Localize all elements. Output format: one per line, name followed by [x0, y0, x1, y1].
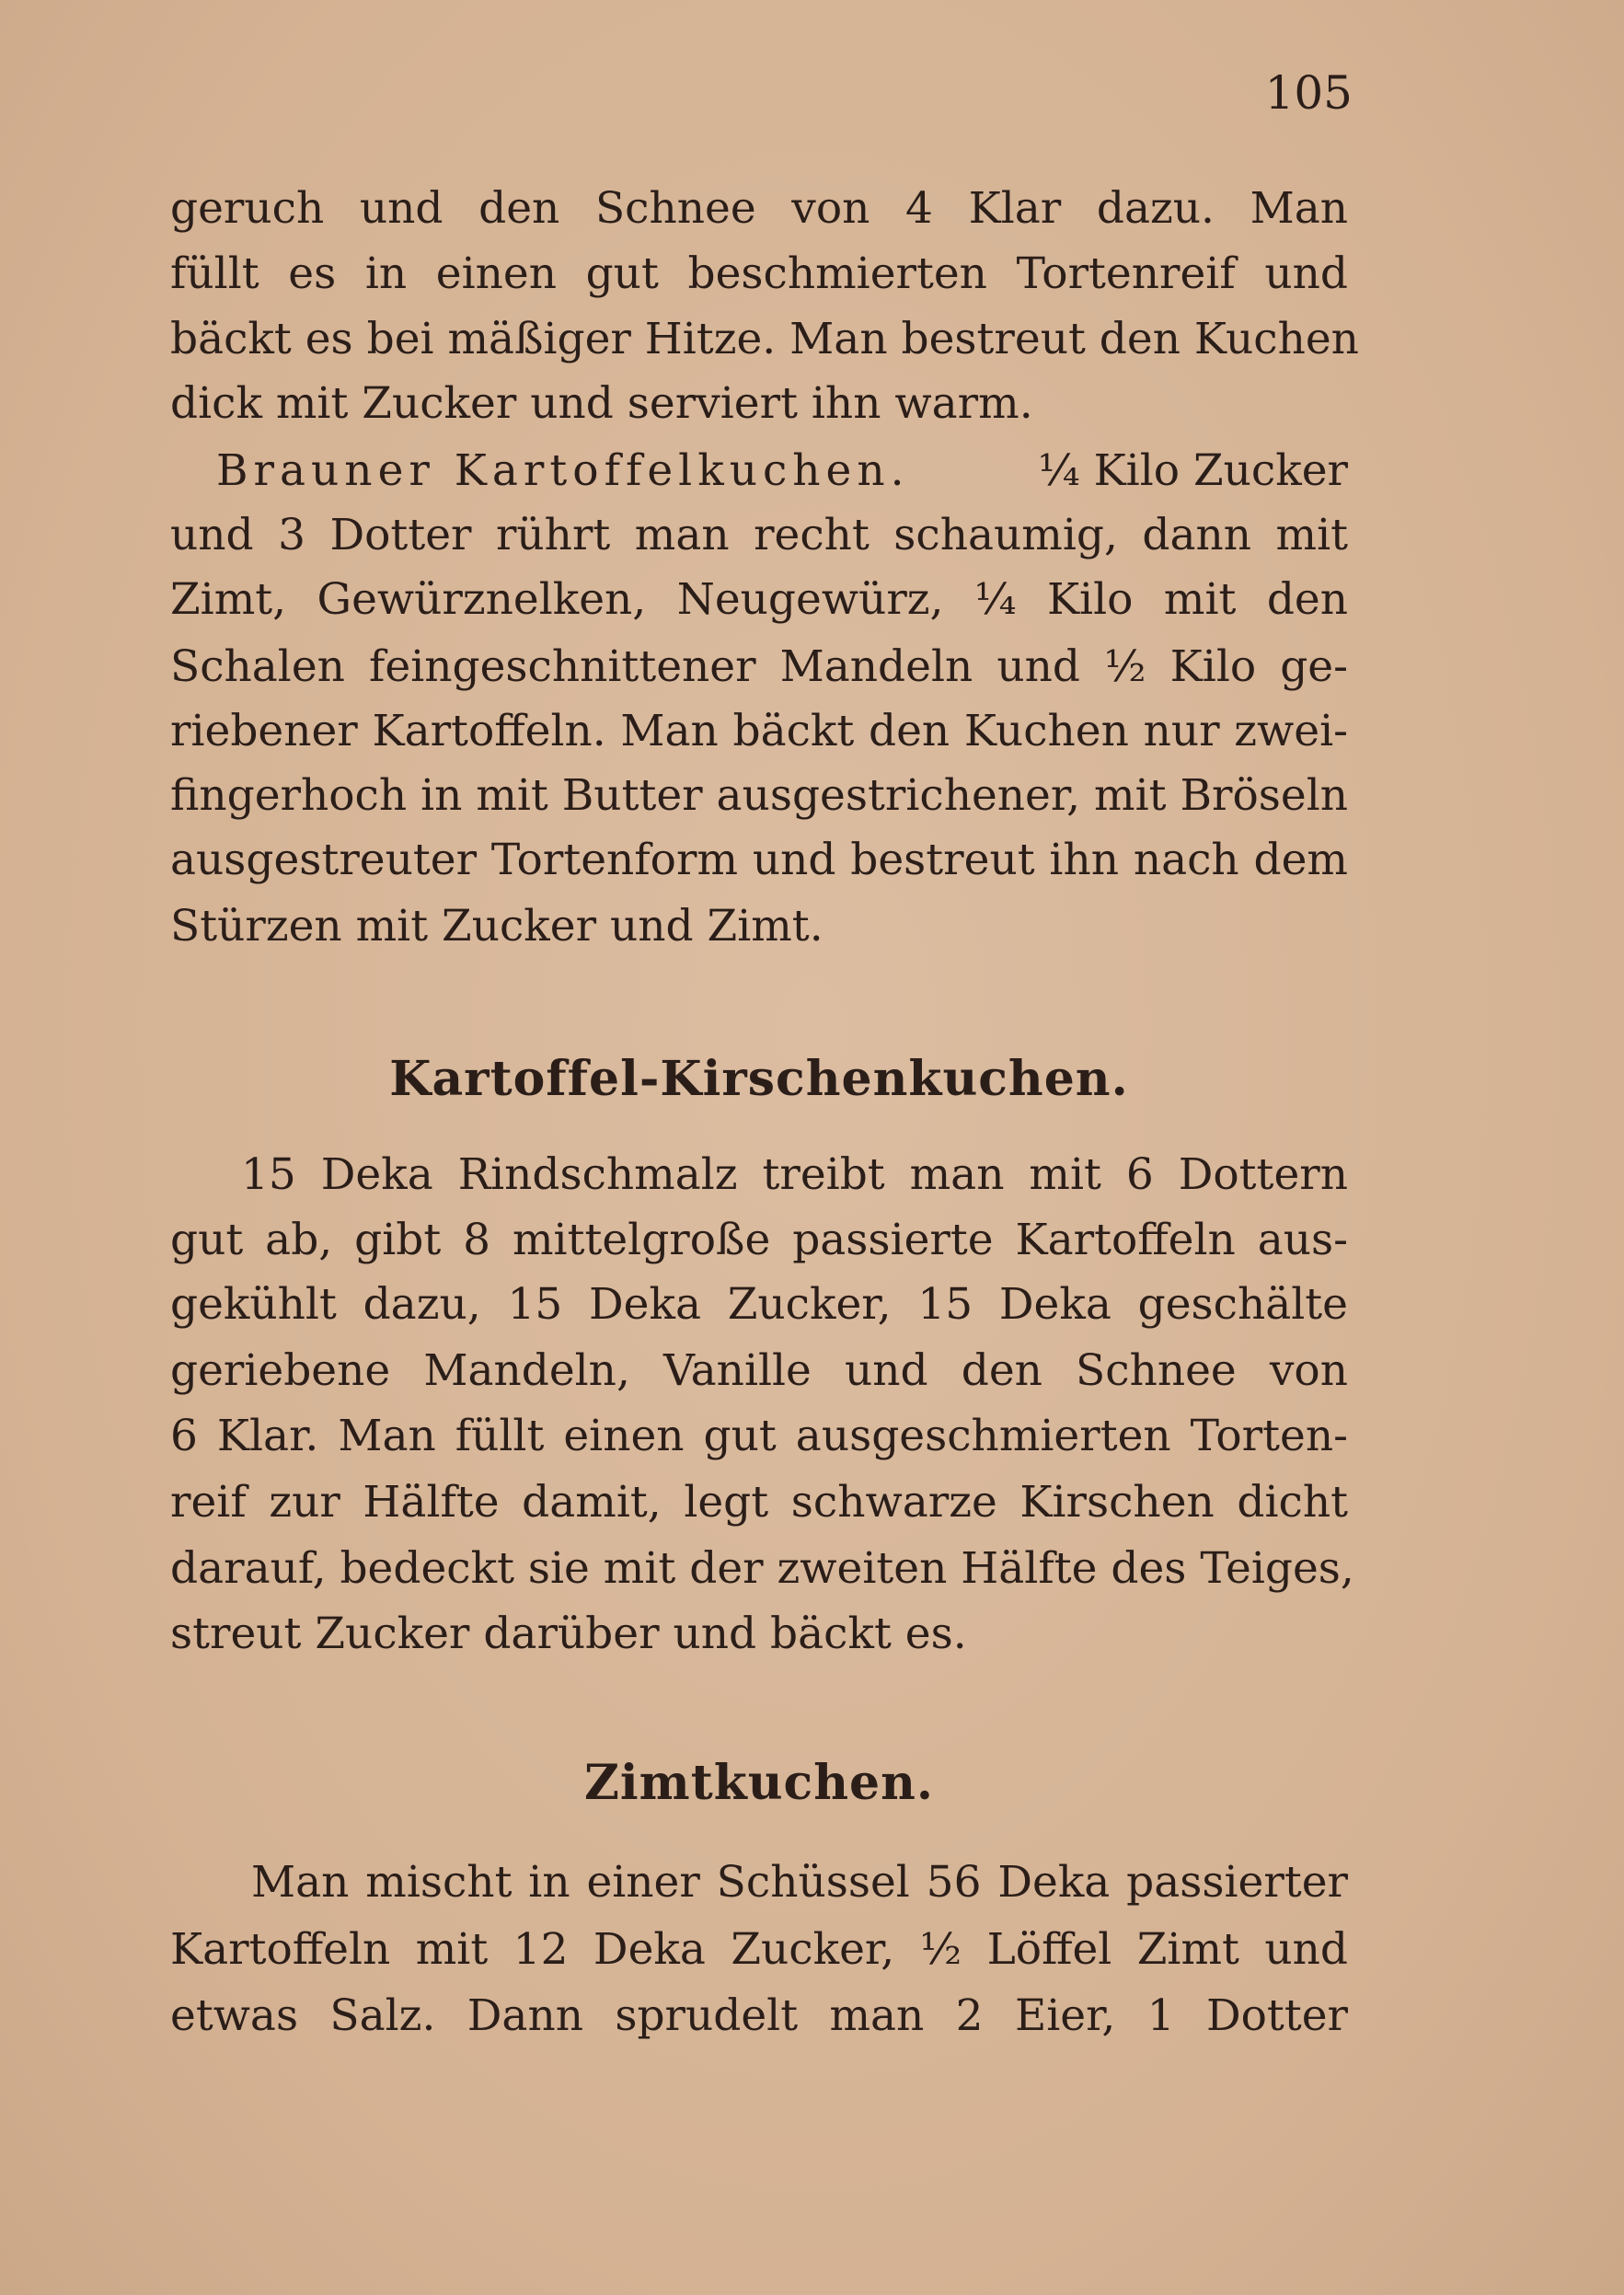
text-line: gekühlt dazu, 15 Deka Zucker, 15 Deka geschälte	[170, 1279, 1348, 1330]
text-line: streut Zucker darüber und bäckt es.	[170, 1609, 967, 1659]
text-line	[216, 439, 1348, 503]
section-heading: Kartoffel-Kirschenkuchen.	[389, 1051, 1129, 1107]
text-line: Schalen feingeschnittener Mandeln und ½ Kilo ge-	[170, 641, 1348, 692]
text-line: Zimt, Gewürznelken, Neugewürz, ¼ Kilo mit den	[170, 574, 1348, 625]
text-line: gut ab, gibt 8 mittelgroße passierte Kartoffeln aus-	[170, 1215, 1348, 1265]
text-line: Kartoffeln mit 12 Deka Zucker, ½ Löffel Zimt und	[170, 1924, 1348, 1975]
text-line: riebener Kartoffeln. Man bäckt den Kuchen nur zwei-	[170, 706, 1348, 756]
text-line: füllt es in einen gut beschmierten Tortenreif und	[170, 248, 1348, 299]
text-line: und 3 Dotter rührt man recht schaumig, dann mit	[170, 510, 1348, 560]
text-line: geriebene Mandeln, Vanille und den Schnee von	[170, 1345, 1348, 1396]
text-line: 15 Deka Rindschmalz treibt man mit 6 Dottern	[241, 1149, 1348, 1200]
text-line: fingerhoch in mit Butter ausgestrichener, mit Bröseln	[170, 770, 1349, 821]
recipe-title-inline: Brauner Kartoffelkuchen.	[216, 445, 910, 496]
text-line: Man mischt in einer Schüssel 56 Deka passierter	[251, 1857, 1348, 1908]
text-line: darauf, bedeckt sie mit der zweiten Hälfte des Teiges,	[170, 1543, 1354, 1594]
text-line: 6 Klar. Man füllt einen gut ausgeschmierten Torten-	[170, 1411, 1348, 1461]
page-number: 105	[1264, 66, 1353, 120]
text-line: bäckt es bei mäßiger Hitze. Man bestreut den Kuchen	[170, 314, 1359, 364]
text-line: dick mit Zucker und serviert ihn warm.	[170, 378, 1033, 429]
text-line: ausgestreuter Tortenform und bestreut ihn nach dem	[170, 835, 1348, 885]
text-line: geruch und den Schnee von 4 Klar dazu. Man	[170, 183, 1348, 234]
text-line: etwas Salz. Dann sprudelt man 2 Eier, 1 Dotter	[170, 1990, 1348, 2041]
text-fragment: ¼ Kilo Zucker	[1038, 445, 1348, 496]
text-line: reif zur Hälfte damit, legt schwarze Kirschen dicht	[170, 1477, 1348, 1528]
section-heading: Zimtkuchen.	[583, 1755, 935, 1811]
text-line: Stürzen mit Zucker und Zimt.	[170, 901, 824, 951]
